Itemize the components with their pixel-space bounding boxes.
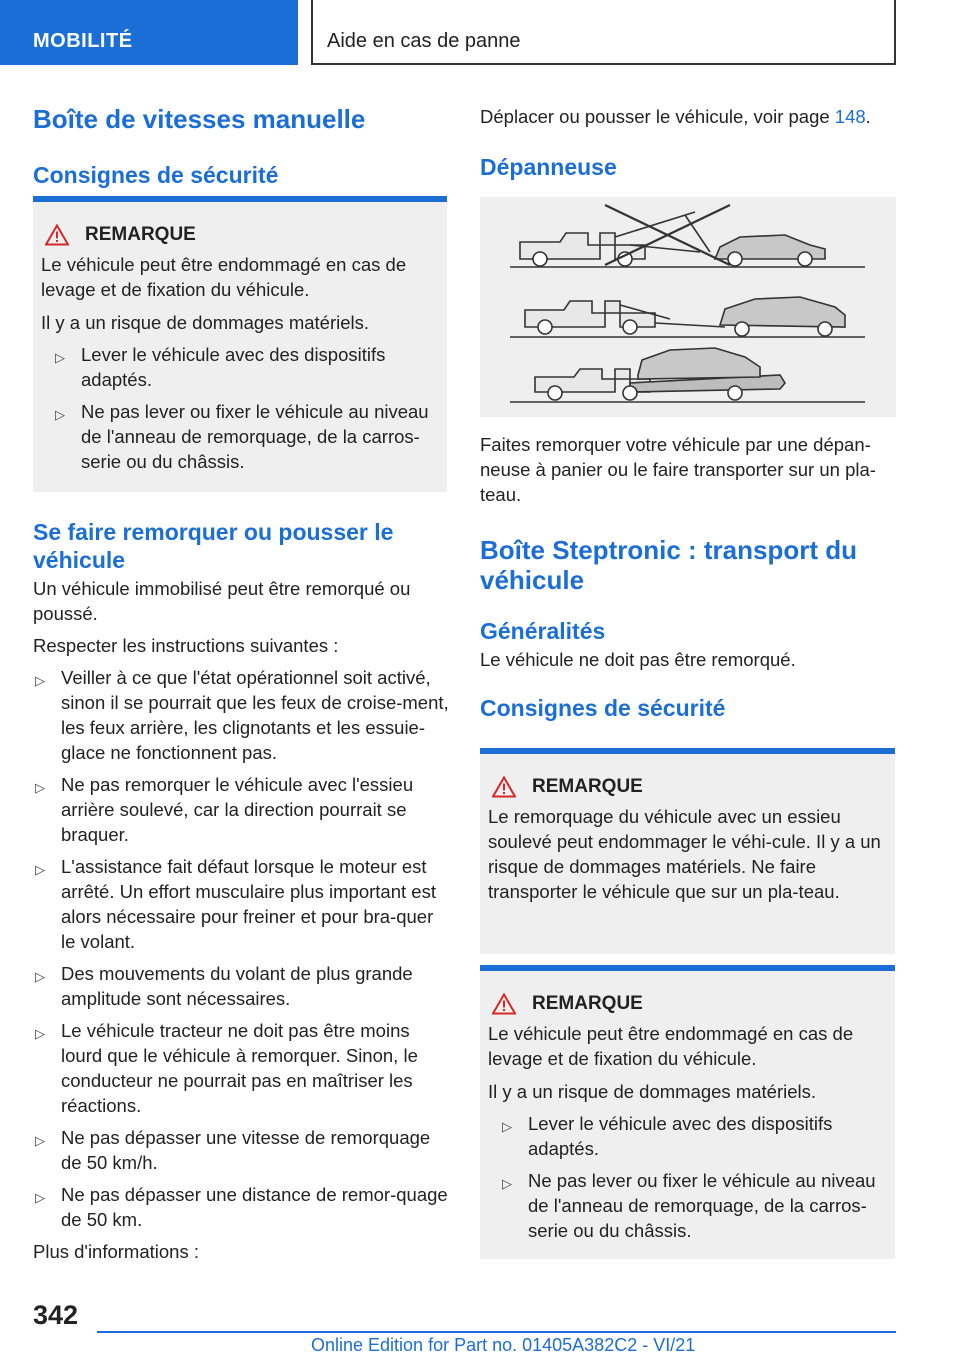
right-column-top xyxy=(480,104,896,181)
triangle-bullet-icon: ▷ xyxy=(35,862,45,877)
general-text: Le véhicule ne doit pas être remorqué. xyxy=(480,649,796,670)
right-safety-heading: Consignes de sécurité xyxy=(480,695,726,721)
section-label: MOBILITÉ xyxy=(33,30,133,52)
chapter-tab xyxy=(311,0,896,65)
note-list xyxy=(41,342,439,474)
manual-gearbox-title: Boîte de vitesses manuelle xyxy=(33,104,366,134)
left-safety-heading: Consignes de sécurité xyxy=(33,162,279,188)
footer-divider xyxy=(97,1331,896,1333)
note-label: REMARQUE xyxy=(532,993,643,1014)
tow-list xyxy=(33,665,449,1232)
tow-heading: Se faire remorquer ou pousser le véhicule xyxy=(33,519,394,573)
triangle-bullet-icon: ▷ xyxy=(35,673,45,688)
tow-truck-text: Faites remorquer votre véhicule par une dépan-neuse à panier ou le faire transporter sur un pla-teau. xyxy=(480,434,876,505)
list-item: ▷ Ne pas dépasser une vitesse de remorquage de 50 km/h. xyxy=(35,1127,431,1173)
note-title xyxy=(488,776,887,798)
list-item: ▷ Ne pas dépasser une distance de remor-quage de 50 km. xyxy=(35,1184,448,1230)
tow-truck-illustration xyxy=(480,197,896,417)
triangle-bullet-icon: ▷ xyxy=(35,1190,45,1205)
list-item: ▷ Lever le véhicule avec des dispositifs adaptés. xyxy=(502,1113,833,1159)
more-info: Plus d'informations : xyxy=(33,1241,199,1262)
note-title xyxy=(41,224,439,246)
note-list xyxy=(488,1111,887,1243)
right-column-main xyxy=(480,432,896,722)
note-paragraph: Le remorquage du véhicule avec un essieu soulevé peut endommager le véhi-cule. Il y a un risque de dommages matériels. Ne faire transporter le véhicule que sur un pla-teau. xyxy=(488,806,881,902)
right-note-box-2 xyxy=(480,965,895,1259)
footer-edition: Online Edition for Part no. 01405A382C2 - VI/21 xyxy=(311,1335,696,1355)
tow-section xyxy=(33,518,449,1264)
note-paragraph: Le véhicule peut être endommagé en cas de levage et de fixation du véhicule. xyxy=(488,1023,854,1069)
page-link[interactable]: 148 xyxy=(834,106,866,127)
warning-triangle-icon xyxy=(45,224,69,246)
note-title xyxy=(488,993,887,1015)
warning-triangle-icon xyxy=(492,993,516,1015)
left-note-box xyxy=(33,196,447,492)
list-item: ▷ Le véhicule tracteur ne doit pas être moins lourd que le véhicule à remorquer. Sinon, le conducteur ne pourrait pas en maîtriser les réactions. xyxy=(35,1020,418,1116)
list-item: ▷ Lever le véhicule avec des dispositifs adaptés. xyxy=(55,344,386,390)
note-paragraph: Il y a un risque de dommages matériels. xyxy=(41,312,370,333)
tow-truck-heading: Dépanneuse xyxy=(480,154,617,180)
triangle-bullet-icon: ▷ xyxy=(55,407,65,422)
right-note-box-1 xyxy=(480,748,895,954)
triangle-bullet-icon: ▷ xyxy=(502,1119,512,1134)
list-item: ▷ Ne pas lever ou fixer le véhicule au niveau de l'anneau de remorquage, de la carros-serie ou du châssis. xyxy=(502,1170,876,1241)
general-heading: Généralités xyxy=(480,618,606,644)
section-tab xyxy=(0,0,298,65)
triangle-bullet-icon: ▷ xyxy=(502,1176,512,1191)
triangle-bullet-icon: ▷ xyxy=(55,350,65,365)
triangle-bullet-icon: ▷ xyxy=(35,1133,45,1148)
note-paragraph: Le véhicule peut être endommagé en cas de levage et de fixation du véhicule. xyxy=(41,254,407,300)
list-item: ▷ Ne pas remorquer le véhicule avec l'essieu arrière soulevé, car la direction pourrait se braquer. xyxy=(35,774,414,845)
push-reference: Déplacer ou pousser le véhicule, voir page 148. xyxy=(480,106,871,127)
triangle-bullet-icon: ▷ xyxy=(35,780,45,795)
note-label: REMARQUE xyxy=(532,776,643,797)
note-label: REMARQUE xyxy=(85,224,196,245)
tow-truck-diagram xyxy=(480,197,896,417)
triangle-bullet-icon: ▷ xyxy=(35,969,45,984)
steptronic-title: Boîte Steptronic : transport du véhicule xyxy=(480,535,857,595)
list-item: ▷ Des mouvements du volant de plus grande amplitude sont nécessaires. xyxy=(35,963,413,1009)
tow-intro: Un véhicule immobilisé peut être remorqué ou poussé. xyxy=(33,578,411,624)
list-item: ▷ Veiller à ce que l'état opérationnel soit activé, sinon il se pourrait que les feux de croise-ment, les feux arrière, les clignotants et les essuie-glace ne fonctionnent pas. xyxy=(35,667,449,763)
list-item: ▷ Ne pas lever ou fixer le véhicule au niveau de l'anneau de remorquage, de la carros-serie ou du châssis. xyxy=(55,401,429,472)
triangle-bullet-icon: ▷ xyxy=(35,1026,45,1041)
note-paragraph: Il y a un risque de dommages matériels. xyxy=(488,1081,817,1102)
page-number: 342 xyxy=(33,1300,79,1330)
chapter-label: Aide en cas de panne xyxy=(327,30,521,52)
warning-triangle-icon xyxy=(492,776,516,798)
left-column xyxy=(33,100,449,189)
tow-instructions: Respecter les instructions suivantes : xyxy=(33,635,339,656)
list-item: ▷ L'assistance fait défaut lorsque le moteur est arrêté. Un effort musculaire plus important est alors nécessaire pour freiner et pour bra-quer le volant. xyxy=(35,856,436,952)
